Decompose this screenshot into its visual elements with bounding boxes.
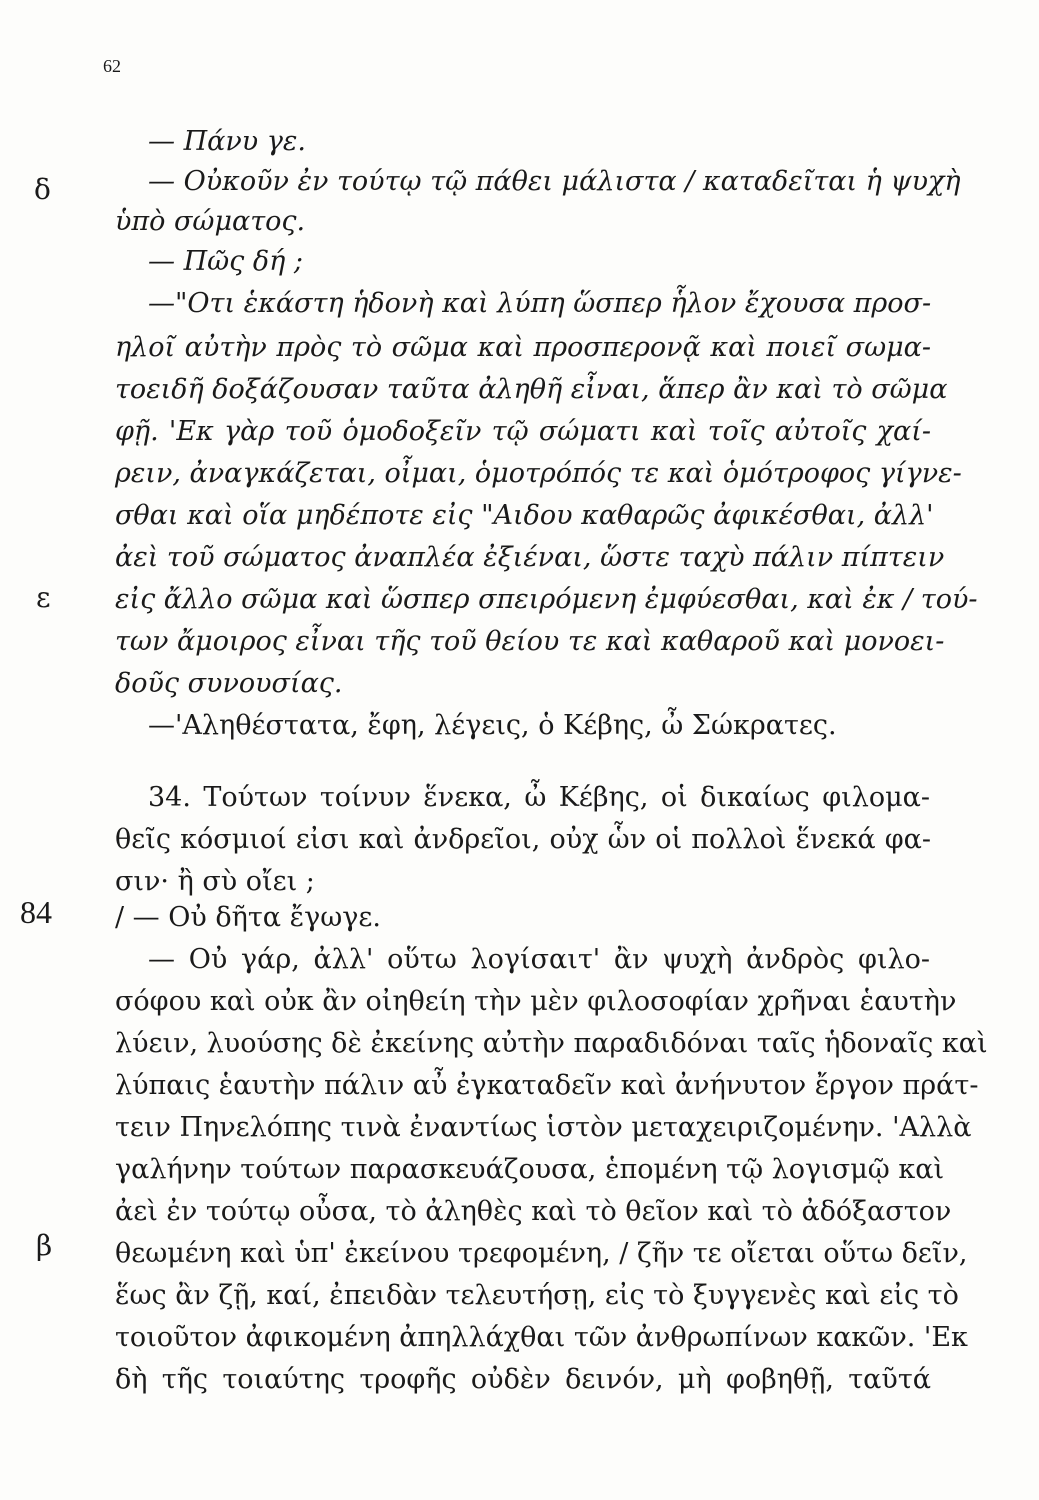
text-line: λύειν, λυούσης δὲ ἐκείνης αὐτὴν παραδιδόναι ταῖς ἡδοναῖς καὶ [115, 1028, 988, 1059]
text-line: φῇ. 'Εκ γὰρ τοῦ ὁμοδοξεῖν τῷ σώματι καὶ τοῖς αὐτοῖς χαί- [115, 416, 931, 447]
text-line: 34. Τούτων τοίνυν ἕνεκα, ὦ Κέβης, οἱ δικαίως φιλομα- [148, 782, 930, 813]
text-line: σθαι καὶ οἵα μηδέποτε εἰς "Αιδου καθαρῶς ἀφικέσθαι, ἀλλ' [115, 500, 934, 531]
text-line: δοῦς συνουσίας. [115, 668, 343, 699]
margin-label-delta: δ [34, 173, 51, 206]
text-line: / — Οὐ δῆτα ἔγωγε. [115, 902, 381, 933]
text-line: —'Αληθέστατα, ἔφη, λέγεις, ὁ Κέβης, ὦ Σώκρατες. [148, 710, 837, 741]
text-line: δὴ τῆς τοιαύτης τροφῆς οὐδὲν δεινόν, μὴ φοβηθῇ, ταῦτά [115, 1364, 931, 1395]
text-line: — Πάνυ γε. [148, 126, 306, 157]
text-line: ἕως ἂν ζῇ, καί, ἐπειδὰν τελευτήσῃ, εἰς τὸ ξυγγενὲς καὶ εἰς τὸ [115, 1280, 959, 1311]
text-line: ὑπὸ σώματος. [115, 206, 306, 237]
text-line: τοειδῆ δοξάζουσαν ταῦτα ἀληθῆ εἶναι, ἅπερ ἂν καὶ τὸ σῶμα [115, 374, 948, 405]
page-number: 62 [103, 56, 121, 76]
margin-label-beta: β [36, 1229, 53, 1262]
text-line: εἰς ἄλλο σῶμα καὶ ὥσπερ σπειρόμενη ἐμφύεσθαι, καὶ ἐκ / τού- [115, 584, 978, 615]
text-line: ἀεὶ ἐν τούτῳ οὖσα, τὸ ἀληθὲς καὶ τὸ θεῖον καὶ τὸ ἀδόξαστον [115, 1196, 952, 1227]
text-line: ηλοῖ αὐτὴν πρὸς τὸ σῶμα καὶ προσπερονᾷ καὶ ποιεῖ σωμα- [115, 332, 931, 363]
text-line: — Οὐκοῦν ἐν τούτῳ τῷ πάθει μάλιστα / καταδεῖται ἡ ψυχὴ [148, 166, 961, 197]
text-line: ἀεὶ τοῦ σώματος ἀναπλέα ἐξιέναι, ὥστε ταχὺ πάλιν πίπτειν [115, 542, 945, 573]
text-line: θεῖς κόσμιοί εἰσι καὶ ἀνδρεῖοι, οὐχ ὧν οἱ πολλοὶ ἕνεκά φα- [115, 824, 931, 855]
text-line: — Πῶς δή ; [148, 246, 303, 277]
margin-label-page-84: 84 [20, 894, 52, 930]
text-line: γαλήνην τούτων παρασκευάζουσα, ἑπομένη τῷ λογισμῷ καὶ [115, 1154, 945, 1185]
text-line: τοιοῦτον ἀφικομένη ἀπηλλάχθαι τῶν ἀνθρωπίνων κακῶν. 'Εκ [115, 1322, 968, 1353]
text-line: σόφου καὶ οὐκ ἂν οἰηθείη τὴν μὲν φιλοσοφίαν χρῆναι ἑαυτὴν [115, 986, 957, 1017]
text-line: θεωμένη καὶ ὑπ' ἐκείνου τρεφομένη, / ζῆν τε οἴεται οὕτω δεῖν, [115, 1238, 968, 1269]
text-line: λύπαις ἑαυτὴν πάλιν αὖ ἐγκαταδεῖν καὶ ἀνήνυτον ἔργον πράτ- [115, 1070, 979, 1101]
text-line: σιν· ἢ σὺ οἴει ; [115, 866, 315, 897]
margin-label-epsilon: ε [36, 581, 51, 614]
text-line: — Οὐ γάρ, ἀλλ' οὕτω λογίσαιτ' ἂν ψυχὴ ἀνδρὸς φιλο- [148, 944, 930, 975]
text-line: ρειν, ἀναγκάζεται, οἶμαι, ὁμοτρόπός τε καὶ ὁμότροφος γίγνε- [115, 458, 962, 489]
text-line: των ἄμοιρος εἶναι τῆς τοῦ θείου τε καὶ καθαροῦ καὶ μονοει- [115, 626, 945, 657]
text-line: τειν Πηνελόπης τινὰ ἐναντίως ἱστὸν μεταχειριζομένην. 'Αλλὰ [115, 1112, 972, 1143]
text-line: —"Οτι ἑκάστη ἡδονὴ καὶ λύπη ὥσπερ ἧλον ἔχουσα προσ- [148, 288, 932, 319]
